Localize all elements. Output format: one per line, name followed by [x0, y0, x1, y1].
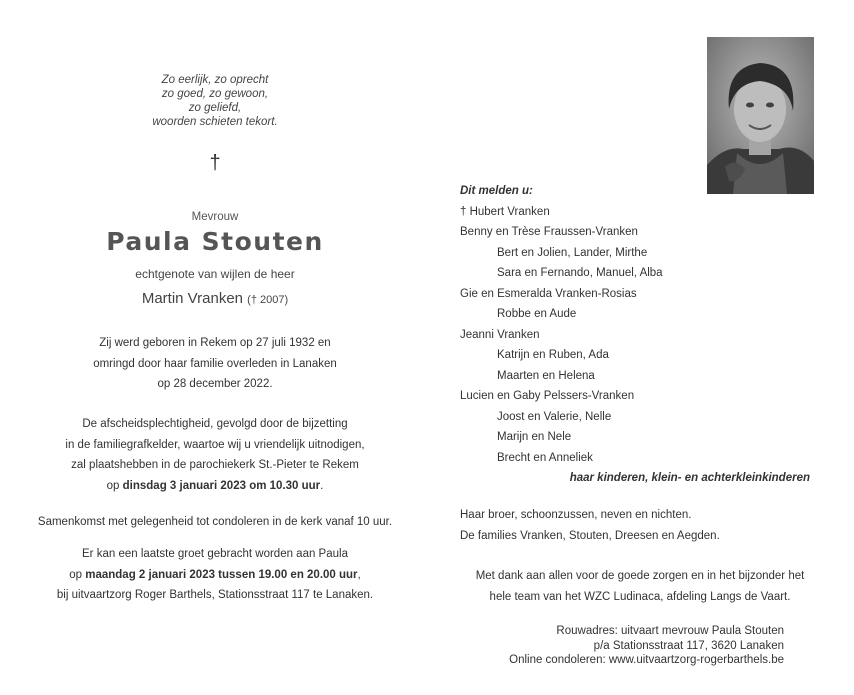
announcement-header: Dit melden u:: [460, 185, 533, 197]
farewell-date: maandag 2 januari 2023 tussen 19.00 en 20.00 uur: [85, 568, 358, 581]
salutation: Mevrouw: [191, 211, 239, 223]
text-line: in de familiegrafkelder, waartoe wij u vriendelijk uitnodigen,: [65, 438, 365, 451]
birth-death-paragraph: [20, 333, 410, 395]
spouse-death-note: († 2007): [247, 294, 289, 306]
list-item: Robbe en Aude: [497, 308, 577, 320]
list-item: Lucien en Gaby Pelssers-Vranken: [460, 390, 635, 402]
portrait-photo: [707, 37, 814, 194]
text-fragment: ,: [357, 568, 361, 581]
address-line: Rouwadres: uitvaart mevrouw Paula Stouten: [556, 625, 784, 637]
list-item: Brecht en Anneliek: [497, 451, 593, 464]
text-line: De afscheidsplechtigheid, gevolgd door de bijzetting: [82, 418, 348, 430]
list-item: † Hubert Vranken: [460, 205, 550, 218]
list-item: Gie en Esmeralda Vranken-Rosias: [460, 287, 637, 300]
text-line: omringd door haar familie overleden in Lanaken: [93, 357, 337, 370]
list-item: Bert en Jolien, Lander, Mirthe: [497, 246, 648, 259]
thanks-paragraph: [460, 566, 820, 607]
announcement-signature: haar kinderen, klein- en achterkleinkinderen: [569, 472, 810, 484]
funeral-paragraph: [20, 414, 410, 496]
poem-line: zo goed, zo gewoon,: [161, 88, 269, 100]
portrait-image: [707, 37, 814, 194]
poem-line: zo geliefd,: [188, 102, 242, 114]
list-item: Marijn en Nele: [497, 431, 572, 443]
list-item: Benny en Trèse Fraussen-Vranken: [460, 226, 638, 238]
poem: [110, 73, 320, 129]
list-item: Maarten en Helena: [497, 369, 595, 382]
text-line: hele team van het WZC Ludinaca, afdeling Langs de Vaart.: [489, 590, 791, 603]
funeral-date: dinsdag 3 januari 2023 om 10.30 uur: [122, 479, 321, 492]
poem-line: Zo eerlijk, zo oprecht: [161, 74, 269, 86]
list-item: Jeanni Vranken: [460, 328, 540, 341]
cross-symbol: †: [209, 152, 221, 174]
list-item: Katrijn en Ruben, Ada: [497, 349, 609, 361]
text-line: bij uitvaartzorg Roger Barthels, Stationsstraat 117 te Lanaken.: [56, 589, 374, 601]
text-line: zal plaatshebben in de parochiekerk St.-Pieter te Rekem: [71, 459, 359, 471]
extended-family: [460, 505, 820, 546]
text-line: Met dank aan allen voor de goede zorgen en in het bijzonder het: [475, 570, 805, 582]
text-line: Zij werd geboren in Rekem op 27 juli 1932 en: [99, 337, 331, 349]
text-line: op 28 december 2022.: [157, 378, 273, 390]
text-line: Haar broer, schoonzussen, neven en nichten.: [460, 509, 692, 521]
spouse-name-line: [60, 290, 370, 307]
gathering-line: Samenkomst met gelegenheid tot condoleren in de kerk vanaf 10 uur.: [37, 516, 393, 528]
spouse-intro: echtgenote van wijlen de heer: [135, 267, 295, 281]
list-item: Sara en Fernando, Manuel, Alba: [497, 267, 663, 279]
farewell-paragraph: [20, 544, 410, 606]
poem-line: woorden schieten tekort.: [152, 116, 278, 128]
text-fragment: .: [320, 479, 324, 492]
address-line: p/a Stationsstraat 117, 3620 Lanaken: [593, 639, 784, 652]
funeral-date-line: [20, 476, 410, 497]
farewell-date-line: [20, 565, 410, 586]
spouse-name: Martin Vranken: [141, 290, 243, 307]
list-item: Joost en Valerie, Nelle: [497, 410, 612, 423]
deceased-name: Paula Stouten: [106, 227, 324, 256]
text-fragment: op: [69, 568, 86, 581]
mourning-address: [470, 624, 784, 668]
text-line: De families Vranken, Stouten, Dreesen en Aegden.: [460, 529, 720, 542]
text-line: Er kan een laatste groet gebracht worden aan Paula: [82, 548, 348, 560]
announcement-list: [460, 181, 820, 489]
text-fragment: op: [106, 479, 123, 492]
address-line: Online condoleren: www.uitvaartzorg-rogerbarthels.be: [509, 654, 784, 666]
